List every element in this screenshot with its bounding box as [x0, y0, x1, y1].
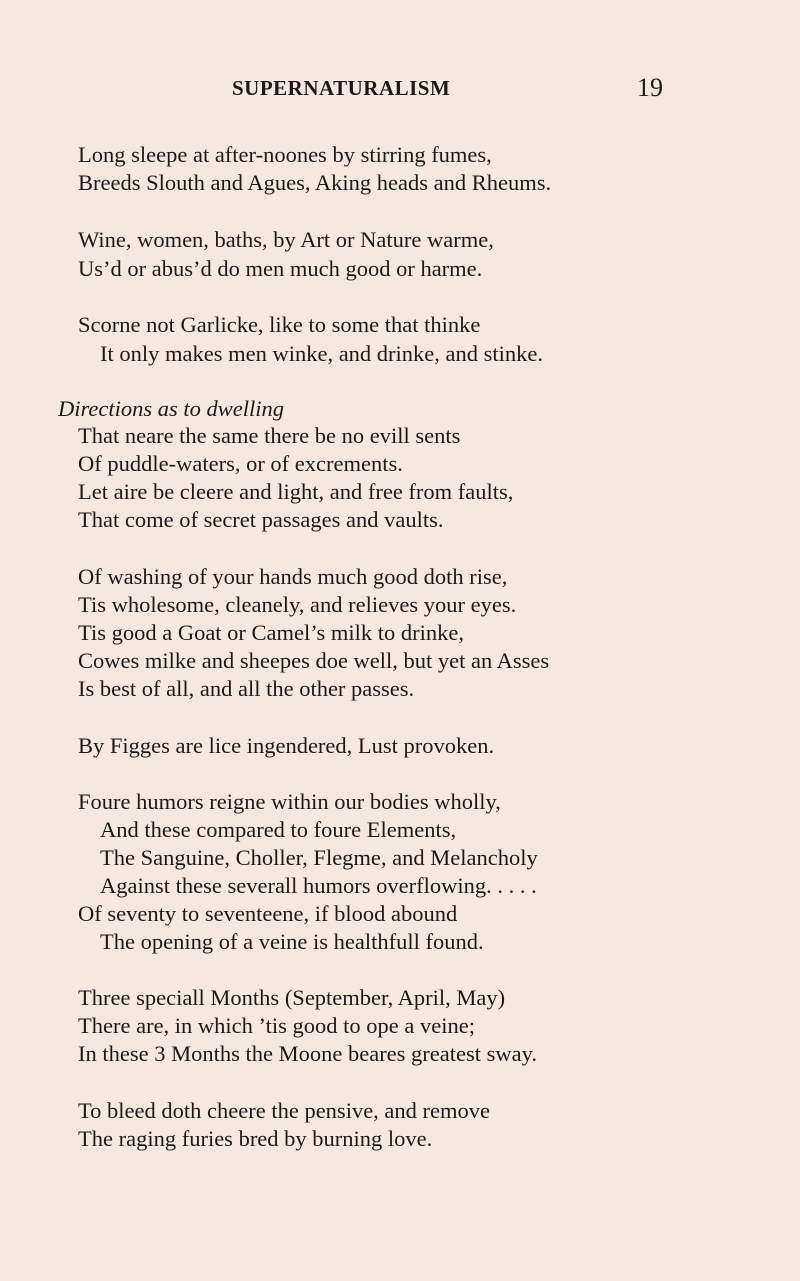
text-line: That neare the same there be no evill sents	[78, 423, 461, 448]
page-number: 19	[637, 73, 663, 102]
text-line: To bleed doth cheere the pensive, and remove	[78, 1098, 491, 1123]
text-line: And these compared to foure Elements,	[100, 817, 457, 842]
text-line: Wine, women, baths, by Art or Nature warme,	[78, 227, 494, 252]
text-line: The opening of a veine is healthfull found.	[100, 929, 484, 954]
text-line: In these 3 Months the Moone beares greatest sway.	[78, 1041, 538, 1066]
page-header	[0, 73, 800, 106]
text-line: There are, in which ’tis good to ope a veine;	[78, 1013, 475, 1038]
text-line: Against these severall humors overflowing. . . . .	[100, 873, 537, 898]
text-line: Tis good a Goat or Camel’s milk to drinke,	[78, 620, 465, 645]
text-line: Is best of all, and all the other passes.	[78, 676, 415, 701]
text-line: Us’d or abus’d do men much good or harme.	[78, 256, 483, 281]
text-line: Breeds Slouth and Agues, Aking heads and Rheums.	[78, 170, 552, 195]
text-line: Scorne not Garlicke, like to some that thinke	[78, 312, 481, 337]
text-line: Of puddle-waters, or of excrements.	[78, 451, 403, 476]
text-line: Of washing of your hands much good doth rise,	[78, 564, 508, 589]
text-line: Foure humors reigne within our bodies wholly,	[78, 789, 501, 814]
text-line: Of seventy to seventeene, if blood abound	[78, 901, 458, 926]
text-line: The Sanguine, Choller, Flegme, and Melancholy	[100, 845, 538, 870]
text-line: Long sleepe at after-noones by stirring fumes,	[78, 142, 492, 167]
text-line: Tis wholesome, cleanely, and relieves your eyes.	[78, 592, 517, 617]
text-line: It only makes men winke, and drinke, and stinke.	[100, 341, 544, 366]
text-line: Three speciall Months (September, April, May)	[78, 985, 506, 1010]
text-line: Cowes milke and sheepes doe well, but yet an Asses	[78, 648, 550, 673]
text-line: By Figges are lice ingendered, Lust provoken.	[78, 733, 495, 758]
section-heading: Directions as to dwelling	[58, 396, 285, 421]
text-line: The raging furies bred by burning love.	[78, 1126, 433, 1151]
text-line: Let aire be cleere and light, and free from faults,	[78, 479, 514, 504]
text-line: That come of secret passages and vaults.	[78, 507, 444, 532]
running-head: SUPERNATURALISM	[232, 76, 451, 100]
